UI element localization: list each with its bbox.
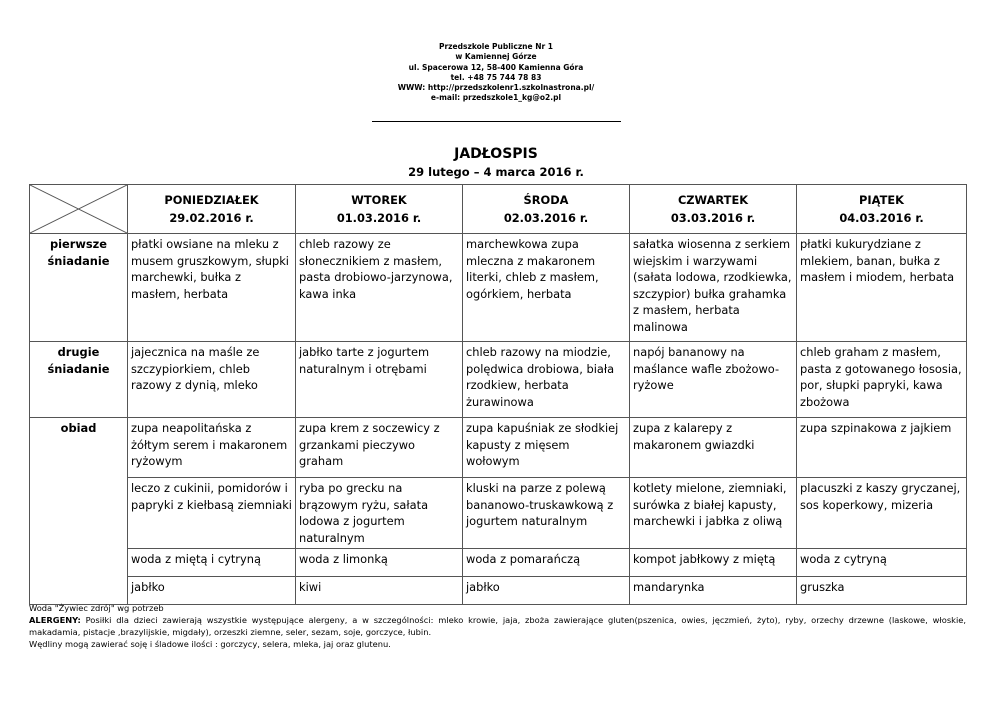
menu-cell: kiwi: [296, 577, 463, 605]
table-row: [30, 478, 967, 549]
day-name: CZWARTEK: [677, 193, 749, 207]
day-header: [797, 185, 967, 234]
day-name: PONIEDZIAŁEK: [164, 193, 259, 207]
day-date: 02.03.2016 r.: [503, 211, 589, 225]
allergens-note: [29, 614, 966, 638]
day-date: 01.03.2016 r.: [336, 211, 422, 225]
day-header: [296, 185, 463, 234]
meal-label: [30, 234, 128, 342]
meats-note: Wędliny mogą zawierać soję i śladowe ilości : gorczycy, selera, mleka, jaj oraz glutenu.: [29, 639, 391, 649]
table-row: [30, 234, 967, 342]
menu-cell: jabłko: [463, 577, 630, 605]
menu-cell: płatki kukurydziane z mlekiem, banan, bułka z masłem i miodem, herbata: [797, 234, 967, 342]
menu-cell: zupa szpinakowa z jajkiem: [797, 418, 967, 478]
header-line: w Kamiennej Górze: [455, 52, 537, 62]
meal-label-line: drugie: [57, 345, 100, 359]
menu-cell: napój bananowy na maślance wafle zbożowo-ryżowe: [630, 342, 797, 418]
table-row: [30, 418, 967, 478]
corner-cell: [30, 185, 128, 234]
menu-cell: leczo z cukinii, pomidorów i papryki z kiełbasą ziemniaki: [128, 478, 296, 549]
table-row: [30, 577, 967, 605]
menu-cell: woda z miętą i cytryną: [128, 549, 296, 577]
menu-table: [29, 184, 967, 605]
menu-cell: zupa z kalarepy z makaronem gwiazdki: [630, 418, 797, 478]
menu-cell: gruszka: [797, 577, 967, 605]
menu-cell: sałatka wiosenna z serkiem wiejskim i warzywami (sałata lodowa, rzodkiewka, szczypior) bułka grahamka z masłem, herbata malinowa: [630, 234, 797, 342]
meal-label-line: śniadanie: [47, 361, 110, 376]
page-subtitle: 29 lutego – 4 marca 2016 r.: [408, 165, 584, 179]
allergens-label: ALERGENY:: [29, 615, 81, 625]
menu-cell: kompot jabłkowy z miętą: [630, 549, 797, 577]
diagonal-cross-icon: [30, 185, 127, 233]
day-name: PIĄTEK: [859, 193, 904, 207]
table-row: [30, 549, 967, 577]
menu-cell: płatki owsiane na mleku z musem gruszkowym, słupki marchewki, bułka z masłem, herbata: [128, 234, 296, 342]
day-header: [463, 185, 630, 234]
header-line: tel. +48 75 744 78 83: [450, 72, 542, 82]
header-line: ul. Spacerowa 12, 58-400 Kamienna Góra: [408, 62, 584, 72]
menu-cell: chleb razowy ze słonecznikiem z masłem, pasta drobiowo-jarzynowa, kawa inka: [296, 234, 463, 342]
allergens-text: Posiłki dla dzieci zawierają wszystkie występujące alergeny, a w szczególności: mleko krowie, jaja, zboża zawierające gluten(pszenica, owies, jęczmień, żyto), ryby, orzechy drzewne (laskowe, włoskie, makadamia, pistacje ,brazylijskie, migdały), orzeszki ziemne, seler, sezam, soje, gorczyce, łubin.: [29, 615, 966, 637]
day-name: WTOREK: [351, 193, 407, 207]
header-divider: [372, 121, 621, 122]
day-header: [128, 185, 296, 234]
day-date: 03.03.2016 r.: [670, 211, 756, 225]
menu-cell: mandarynka: [630, 577, 797, 605]
menu-cell: chleb razowy na miodzie, polędwica drobiowa, biała rzodkiew, herbata żurawinowa: [463, 342, 630, 418]
day-header: [630, 185, 797, 234]
menu-cell: ryba po grecku na brązowym ryżu, sałata lodowa z jogurtem naturalnym: [296, 478, 463, 549]
day-date: 04.03.2016 r.: [839, 211, 924, 225]
table-row: [30, 342, 967, 418]
menu-cell: kluski na parze z polewą bananowo-truskawkową z jogurtem naturalnym: [463, 478, 630, 549]
meal-label: [30, 342, 128, 418]
header-line: WWW: http://przedszkolenr1.szkolnastrona.pl/: [397, 83, 595, 93]
header-line: Przedszkole Publiczne Nr 1: [438, 42, 554, 51]
day-date: 29.02.2016 r.: [169, 211, 254, 225]
menu-cell: chleb graham z masłem, pasta z gotowanego łososia, por, słupki papryki, kawa zbożowa: [797, 342, 967, 418]
header-line: e-mail: przedszkole1_kg@o2.pl: [430, 93, 562, 103]
menu-cell: woda z pomarańczą: [463, 549, 630, 577]
page-title: JADŁOSPIS: [454, 146, 538, 162]
meal-label-line: śniadanie: [47, 253, 110, 268]
menu-cell: jabłko tarte z jogurtem naturalnym i otrębami: [296, 342, 463, 418]
menu-cell: kotlety mielone, ziemniaki, surówka z białej kapusty, marchewki i jabłka z oliwą: [630, 478, 797, 549]
meal-label-line: pierwsze: [49, 237, 108, 251]
menu-cell: zupa kapuśniak ze słodkiej kapusty z mięsem wołowym: [463, 418, 630, 478]
menu-cell: jajecznica na maśle ze szczypiorkiem, chleb razowy z dynią, mleko: [128, 342, 296, 418]
menu-cell: placuszki z kaszy gryczanej, sos koperkowy, mizeria: [797, 478, 967, 549]
meal-label: obiad: [30, 418, 128, 605]
menu-cell: marchewkowa zupa mleczna z makaronem literki, chleb z masłem, ogórkiem, herbata: [463, 234, 630, 342]
day-header-row: [30, 185, 967, 234]
menu-cell: zupa krem z soczewicy z grzankami pieczywo graham: [296, 418, 463, 478]
menu-cell: woda z cytryną: [797, 549, 967, 577]
menu-cell: woda z limonką: [296, 549, 463, 577]
water-note: Woda "Żywiec zdrój" wg potrzeb: [29, 603, 164, 613]
day-name: ŚRODA: [523, 193, 569, 207]
preschool-header: [0, 42, 992, 104]
footnotes: [29, 602, 966, 650]
menu-cell: jabłko: [128, 577, 296, 605]
menu-cell: zupa neapolitańska z żółtym serem i makaronem ryżowym: [128, 418, 296, 478]
